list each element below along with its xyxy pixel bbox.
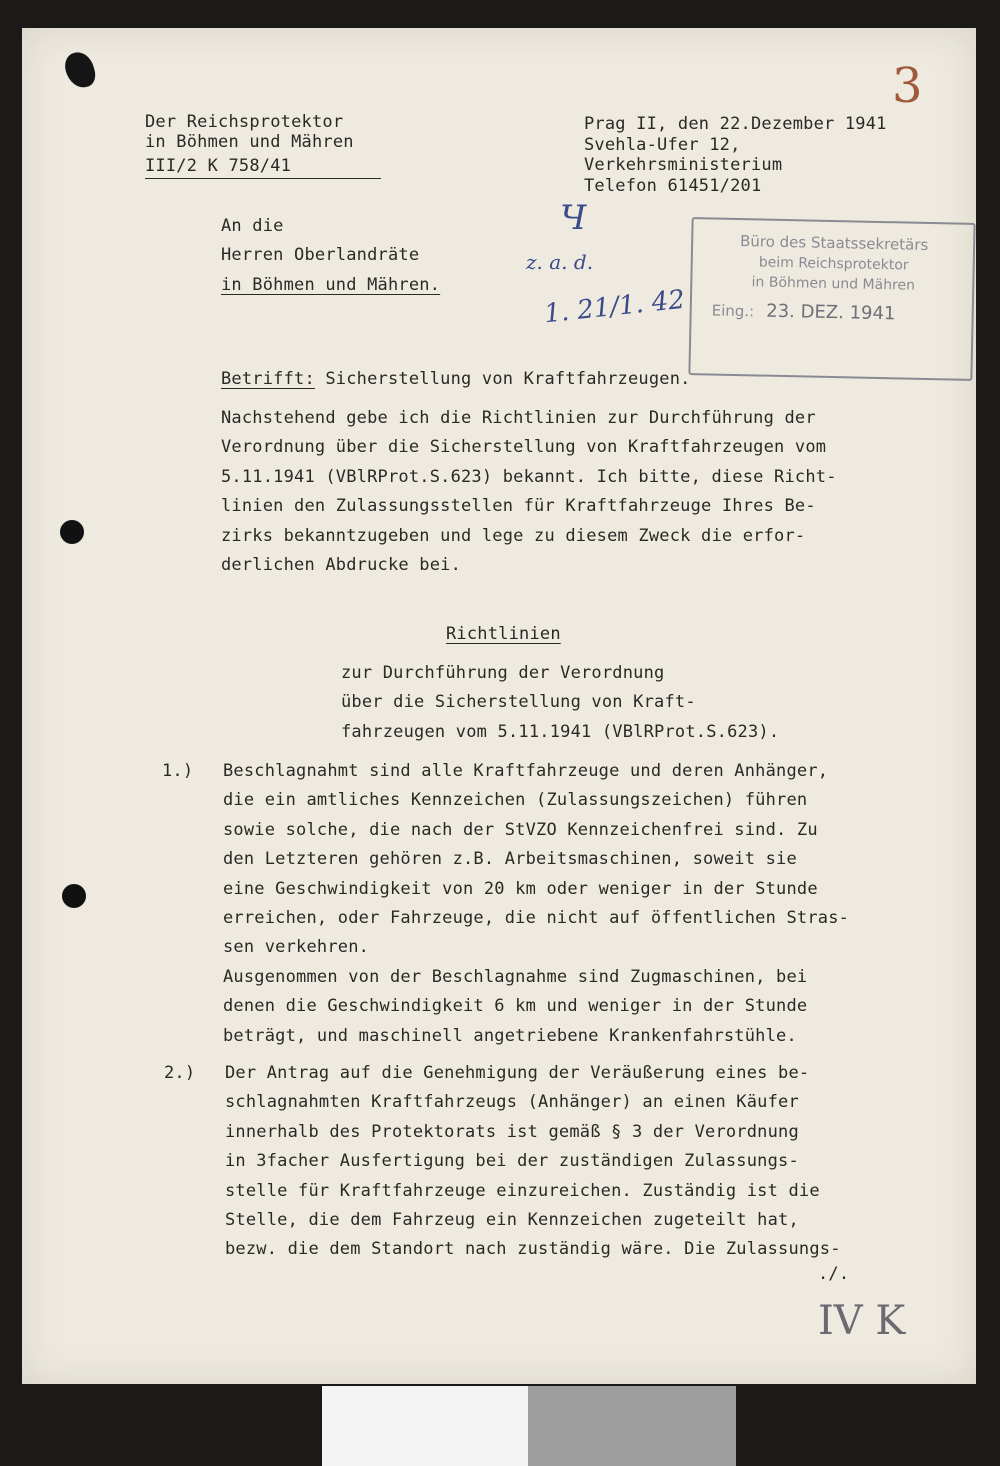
stamp-line: beim Reichsprotektor	[758, 254, 909, 274]
telephone-line: Telefon 61451/201	[584, 175, 762, 196]
text-line: bezw. die dem Standort nach zuständig wäre. Die Zulassungs-	[225, 1239, 841, 1260]
stamp-received-label: Eing.:	[711, 301, 755, 321]
text-line: über die Sicherstellung von Kraft-	[341, 692, 696, 713]
text-line: zur Durchführung der Verordnung	[341, 663, 665, 683]
ink-blot	[62, 49, 98, 91]
text-line: derlichen Abdrucke bei.	[221, 555, 462, 576]
subject-label: Betrifft:	[221, 369, 315, 389]
text-line: stelle für Kraftfahrzeuge einzureichen. Zuständig ist die	[225, 1180, 820, 1201]
page-number: 3	[892, 58, 923, 114]
text-line: den Letzteren gehören z.B. Arbeitsmaschinen, soweit sie	[223, 849, 797, 870]
text-line: Ausgenommen von der Beschlagnahme sind Zugmaschinen, bei	[223, 966, 808, 987]
subject-text: Sicherstellung von Kraftfahrzeugen.	[325, 369, 691, 389]
calibration-strip-white	[322, 1386, 528, 1466]
text-line: Stelle, die dem Fahrzeug ein Kennzeichen zugeteilt hat,	[225, 1210, 799, 1231]
text-line: innerhalb des Protektorats ist gemäß § 3 der Verordnung	[225, 1121, 799, 1142]
text-line: erreichen, oder Fahrzeuge, die nicht auf öffentlichen Stras-	[223, 908, 850, 929]
continuation-mark: ./.	[818, 1264, 850, 1284]
text-line: Beschlagnahmt sind alle Kraftfahrzeuge und deren Anhänger,	[223, 761, 829, 781]
text-line: zirks bekanntzugeben und lege zu diesem Zweck die erfor-	[221, 525, 806, 546]
text-line: Verordnung über die Sicherstellung von Kraftfahrzeugen vom	[221, 437, 827, 458]
text-line: in 3facher Ausfertigung bei der zuständigen Zulassungs-	[225, 1151, 799, 1172]
text-line: fahrzeugen vom 5.11.1941 (VBlRProt.S.623).	[341, 721, 780, 742]
text-line: die ein amtliches Kennzeichen (Zulassungszeichen) führen	[223, 790, 808, 811]
item-1-paragraph	[223, 757, 849, 1051]
text-line: Der Antrag auf die Genehmigung der Veräußerung eines be-	[225, 1063, 810, 1083]
sender-line: Der Reichsprotektor	[145, 112, 344, 132]
reference-number: III/2 K 758/41	[145, 156, 381, 179]
guidelines-subtitle	[341, 659, 779, 747]
text-line: denen die Geschwindigkeit 6 km und weniger in der Stunde	[223, 996, 808, 1017]
text-line: sowie solche, die nach der StVZO Kennzeichenfrei sind. Zu	[223, 819, 818, 840]
subject-line	[221, 365, 691, 394]
stamp-received	[712, 299, 896, 324]
recipient-line: An die	[221, 216, 284, 236]
item-2-paragraph	[225, 1059, 841, 1265]
stamp-received-date: 23. DEZ. 1941	[766, 300, 896, 325]
recipient-line: Herren Oberlandräte	[221, 245, 420, 266]
text-line: schlagnahmten Kraftfahrzeugs (Anhänger) an einen Käufer	[225, 1092, 799, 1113]
handwritten-initials: Ч	[560, 198, 587, 238]
stamp-line: Büro des Staatssekretärs	[739, 232, 929, 255]
handwritten-note: z. a. d.	[526, 250, 594, 274]
text-line: beträgt, und maschinell angetriebene Krankenfahrstühle.	[223, 1025, 797, 1046]
sender-line: in Böhmen und Mähren	[145, 132, 354, 152]
place-date-block	[584, 114, 887, 196]
text-line: eine Geschwindigkeit von 20 km oder weniger in der Stunde	[223, 878, 818, 899]
stamp-line: in Böhmen und Mähren	[751, 274, 916, 294]
text-line: 5.11.1941 (VBlRProt.S.623) bekannt. Ich bitte, diese Richt-	[221, 466, 837, 487]
intro-paragraph	[221, 404, 837, 580]
address-line: Svehla-Ufer 12,	[584, 134, 741, 155]
punch-hole	[60, 520, 84, 544]
date-line: Prag II, den 22.Dezember 1941	[584, 114, 887, 134]
punch-hole	[62, 884, 86, 908]
recipient-block	[221, 212, 440, 300]
recipient-line: in Böhmen und Mähren.	[221, 274, 441, 295]
item-number: 2.)	[164, 1063, 196, 1083]
document-page	[22, 28, 976, 1384]
text-line: sen verkehren.	[223, 937, 370, 958]
handwritten-bottom-note: IV K	[818, 1298, 906, 1344]
text-line: Nachstehend gebe ich die Richtlinien zur Durchführung der	[221, 408, 816, 428]
calibration-strip-gray	[528, 1386, 736, 1466]
handwritten-note: 1. 21/1. 42	[542, 284, 687, 330]
sender-block	[145, 112, 381, 179]
item-number: 1.)	[162, 761, 194, 781]
text-line: linien den Zulassungsstellen für Kraftfahrzeuge Ihres Be-	[221, 496, 816, 517]
guidelines-heading: Richtlinien	[446, 624, 561, 644]
received-stamp	[688, 217, 975, 381]
ministry-line: Verkehrsministerium	[584, 155, 783, 175]
